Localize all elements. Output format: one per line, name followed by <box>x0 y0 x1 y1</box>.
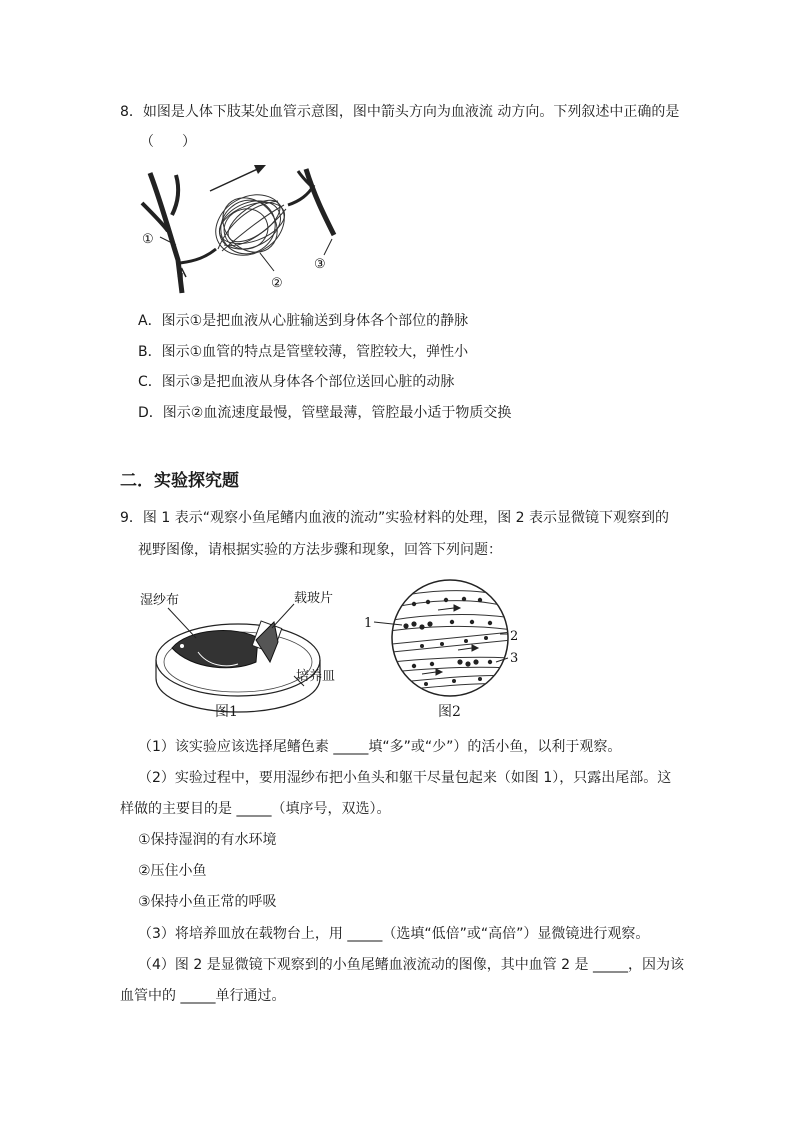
q9-part-1: （1）该实验应该选择尾鳍色素 _____填“多”或“少”）的活小鱼，以利于观察。 <box>138 739 622 755</box>
figure-1-fish-dish <box>138 582 338 722</box>
q9-part-4-line1: （4）图 2 是显微镜下观察到的小鱼尾鳍血液流动的图像，其中血管 2 是 _____，因为该 <box>138 957 684 973</box>
q8-option-b: B．图示①血管的特点是管壁较薄，管腔较大，弹性小 <box>138 344 469 360</box>
label-vessel-3: ③ <box>314 257 326 272</box>
q8-answer-paren: （ ） <box>140 134 196 150</box>
figure-2-caption: 图2 <box>438 704 461 720</box>
label-vessel-2: 2 <box>510 629 519 644</box>
q9-part-2-line1: （2）实验过程中，要用湿纱布把小鱼头和躯干尽量包起来（如图 1），只露出尾部。这 <box>138 770 672 786</box>
blood-vessel-diagram <box>138 165 338 295</box>
label-vessel-1: ① <box>142 232 154 247</box>
label-petri-dish: 培养皿 <box>296 669 336 684</box>
q9-choice-3: ③保持小鱼正常的呼吸 <box>138 894 277 910</box>
section-title: 二．实验探究题 <box>120 471 239 491</box>
figure-2-microscope-view <box>362 578 532 703</box>
q8-stem: 8．如图是人体下肢某处血管示意图，图中箭头方向为血液流 动方向。下列叙述中正确的是 <box>120 104 680 120</box>
q9-choice-1: ①保持湿润的有水环境 <box>138 832 277 848</box>
q9-part-2-line2: 样做的主要目的是 _____（填序号，双选）。 <box>120 801 391 817</box>
label-glass-slide: 载玻片 <box>294 591 334 606</box>
q9-choice-2: ②压住小鱼 <box>138 863 207 879</box>
label-wet-gauze: 湿纱布 <box>140 593 180 608</box>
q8-option-c: C．图示③是把血液从身体各个部位送回心脏的动脉 <box>138 374 455 390</box>
q9-stem-line2: 视野图像，请根据实验的方法步骤和现象，回答下列问题： <box>138 542 502 558</box>
label-vessel-3: 3 <box>510 651 519 666</box>
label-vessel-2: ② <box>271 276 283 291</box>
q9-part-4-line2: 血管中的 _____单行通过。 <box>120 988 286 1004</box>
figure-1-caption: 图1 <box>215 704 238 720</box>
q8-option-d: D．图示②血流速度最慢，管壁最薄，管腔最小适于物质交换 <box>138 405 512 421</box>
q9-stem-line1: 9．图 1 表示“观察小鱼尾鳍内血液的流动”实验材料的处理，图 2 表示显微镜下观察到的 <box>120 510 670 526</box>
q9-part-3: （3）将培养皿放在载物台上，用 _____（选填“低倍”或“高倍”）显微镜进行观察。 <box>138 926 650 942</box>
q8-option-a: A．图示①是把血液从心脏输送到身体各个部位的静脉 <box>138 313 469 329</box>
label-vessel-1: 1 <box>364 616 373 631</box>
